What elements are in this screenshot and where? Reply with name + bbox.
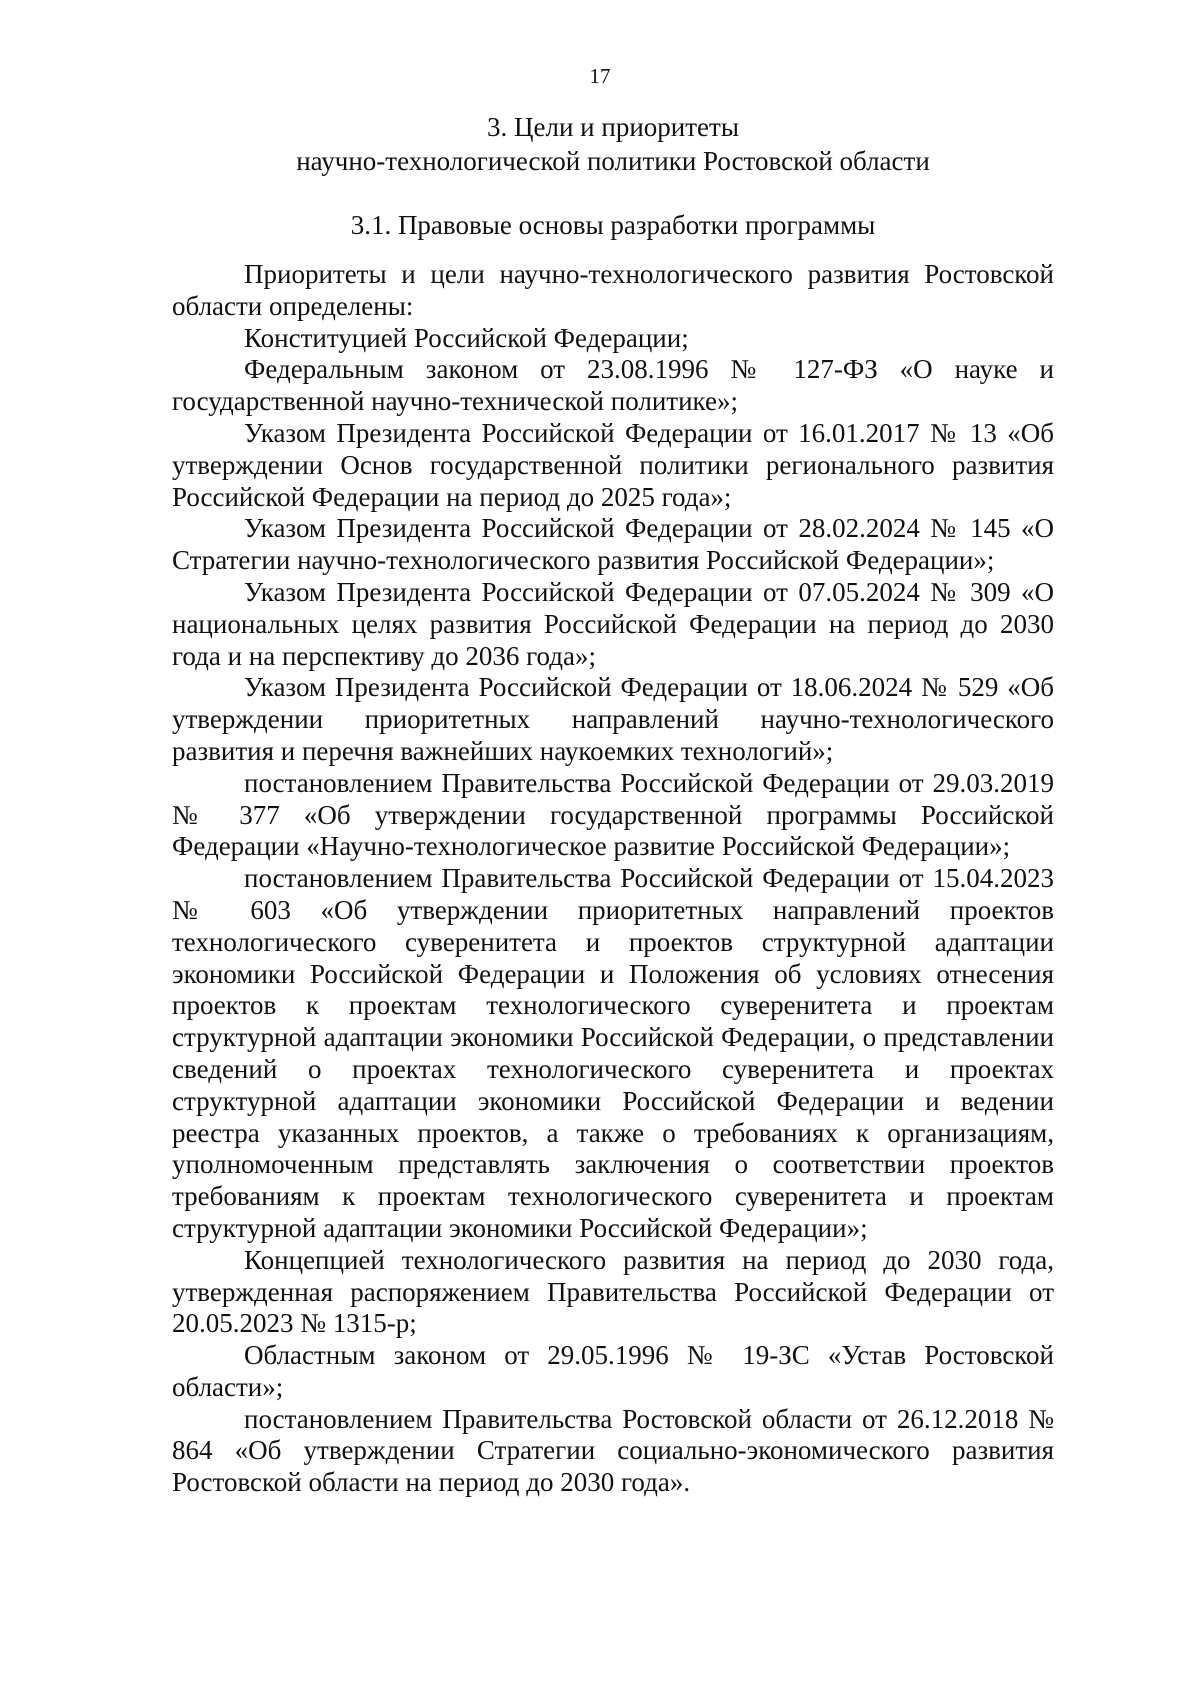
list-item-constitution: Конституцией Российской Федерации;	[244, 322, 689, 353]
section-heading-line-1: 3. Цели и приоритеты	[487, 112, 739, 142]
document-body	[172, 259, 1054, 1499]
list-item-concept-2030: Концепцией технологического развития на период до 2030 года, утвержденная распоряжением Правительства Российской Федерации от 20.05.2023 № 1315-р;	[172, 1244, 1054, 1339]
list-item-resolution-603: постановлением Правительства Российской Федерации от 15.04.2023 № 603 «Об утверждении приоритетных направлений проектов технологического суверенитета и проектов структурной адаптации экономики Российской Федерации и Положения об условиях отнесения проектов к проектам технологического суверенитета и проектам структурной адаптации экономики Российской Федерации, о представлении сведений о проектах технологического суверенитета и проектах структурной адаптации экономики Российской Федерации и ведении реестра указанных проектов, а также о требованиях к организациям, уполномоченным представлять заключения о соответствии проектов требованиям к проектам технологического суверенитета и проектам структурной адаптации экономики Российской Федерации»;	[172, 863, 1054, 1243]
page-number: 17	[589, 64, 611, 88]
intro-paragraph: Приоритеты и цели научно-технологического развития Ростовской области определены:	[172, 259, 1054, 321]
list-item-decree-309: Указом Президента Российской Федерации от 07.05.2024 № 309 «О национальных целях развития Российской Федерации на период до 2030 года и на перспективу до 2036 года»;	[172, 576, 1054, 671]
section-heading	[172, 110, 1054, 178]
list-item-decree-529: Указом Президента Российской Федерации от 18.06.2024 № 529 «Об утверждении приоритетных направлений научно-технологического развития и перечня важнейших наукоемких технологий»;	[172, 672, 1054, 766]
list-item-resolution-377: постановлением Правительства Российской Федерации от 29.03.2019 № 377 «Об утверждении государственной программы Российской Федерации «Научно-технологическое развитие Российской Федерации»;	[172, 767, 1054, 862]
list-item-decree-145: Указом Президента Российской Федерации от 28.02.2024 № 145 «О Стратегии научно-технологического развития Российской Федерации»;	[172, 513, 1054, 576]
list-item-federal-law-127: Федеральным законом от 23.08.1996 № 127-ФЗ «О науке и государственной научно-технической политике»;	[172, 354, 1054, 417]
subsection-heading: 3.1. Правовые основы разработки программы	[350, 210, 876, 240]
section-heading-line-2: научно-технологической политики Ростовской области	[296, 146, 930, 176]
list-item-resolution-864: постановлением Правительства Ростовской области от 26.12.2018 № 864 «Об утверждении Стратегии социально-экономического развития Ростовской области на период до 2030 года».	[172, 1403, 1054, 1498]
list-item-regional-law-19: Областным законом от 29.05.1996 № 19-ЗС «Устав Ростовской области»;	[172, 1340, 1054, 1402]
list-item-decree-13: Указом Президента Российской Федерации от 16.01.2017 № 13 «Об утверждении Основ государственной политики регионального развития Российской Федерации на период до 2025 года»;	[172, 417, 1054, 512]
